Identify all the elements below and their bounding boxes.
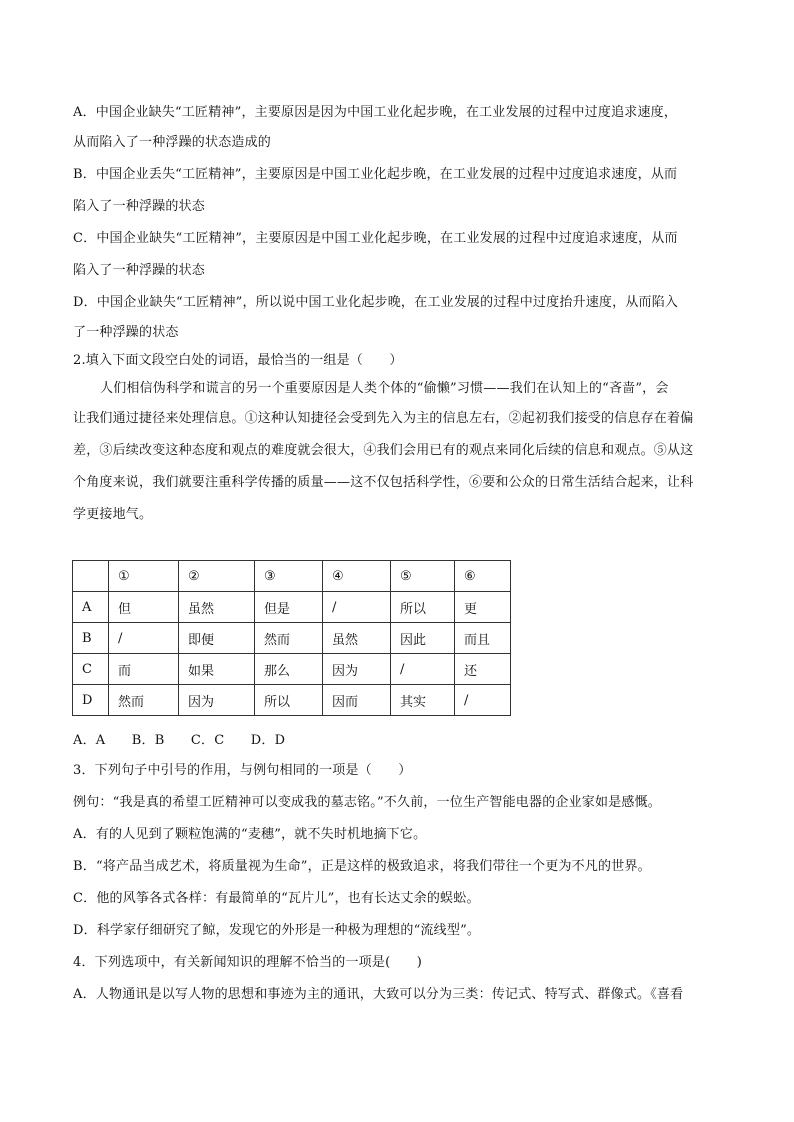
table-cell: 而且 bbox=[455, 623, 511, 654]
q3-option-c: C．他的风筝各式各样：有最简单的“瓦片儿”，也有长达丈余的蜈蚣。 bbox=[73, 891, 480, 906]
q1-option-c-line1: C．中国企业缺失“工匠精神”，主要原因是中国工业化起步晚，在工业发展的过程中过度追求速度，从而 bbox=[73, 231, 678, 246]
table-cell: 那么 bbox=[255, 654, 323, 685]
q2-passage-line2: 让我们通过捷径来处理信息。①这种认知捷径会受到先入为主的信息左右，②起初我们接受的信息存在着偏 bbox=[73, 411, 694, 426]
table-cell: ③ bbox=[255, 561, 323, 592]
table-cell: 而 bbox=[109, 654, 179, 685]
q1-option-d-line2: 了一种浮躁的状态 bbox=[73, 325, 179, 340]
q2-passage-line4: 个角度来说，我们就要注重科学传播的质量——这不仅包括科学性，⑥要和公众的日常生活结合起来，让科 bbox=[73, 475, 694, 490]
table-cell: 因为 bbox=[323, 654, 391, 685]
table-row bbox=[73, 654, 511, 685]
table-cell: 更 bbox=[455, 592, 511, 623]
table-cell: ⑤ bbox=[391, 561, 455, 592]
q2-answer-choices: A．A B．B C．C D．D bbox=[73, 733, 286, 748]
table-cell: / bbox=[323, 592, 391, 623]
table-cell: 然而 bbox=[255, 623, 323, 654]
q2-passage-line1: 人们相信伪科学和谎言的另一个重要原因是人类个体的“偷懒”习惯——我们在认知上的“吝啬”，会 bbox=[100, 381, 669, 396]
q1-option-d-line1: D．中国企业缺失“工匠精神”，所以说中国工业化起步晚，在工业发展的过程中过度抬升速度，从而陷入 bbox=[73, 295, 679, 310]
table-cell: A bbox=[73, 592, 109, 623]
table-cell: 虽然 bbox=[179, 592, 255, 623]
table-cell: 所以 bbox=[391, 592, 455, 623]
q1-option-b-line2: 陷入了一种浮躁的状态 bbox=[73, 199, 206, 214]
q4-option-a: A．人物通讯是以写人物的思想和事迹为主的通讯，大致可以分为三类：传记式、特写式、群像式。《喜看 bbox=[73, 987, 684, 1002]
q3-option-b: B．“将产品当成艺术，将质量视为生命”，正是这样的极致追求，将我们带往一个更为不凡的世界。 bbox=[73, 859, 651, 874]
table-cell: 虽然 bbox=[323, 623, 391, 654]
table-cell: / bbox=[455, 685, 511, 716]
table-cell: ② bbox=[179, 561, 255, 592]
table-cell: ④ bbox=[323, 561, 391, 592]
table-cell: 还 bbox=[455, 654, 511, 685]
table-row bbox=[73, 592, 511, 623]
q1-option-a-line1: A．中国企业缺失“工匠精神”，主要原因是因为中国工业化起步晚，在工业发展的过程中过度追求速度， bbox=[73, 105, 678, 120]
table-cell: 因为 bbox=[179, 685, 255, 716]
q3-option-a: A．有的人见到了颗粒饱满的“麦穗”，就不失时机地摘下它。 bbox=[73, 827, 427, 842]
table-cell: 如果 bbox=[179, 654, 255, 685]
table-cell: / bbox=[391, 654, 455, 685]
table-cell: 其实 bbox=[391, 685, 455, 716]
q3-option-d: D．科学家仔细研究了鲸，发现它的外形是一种极为理想的“流线型”。 bbox=[73, 923, 481, 938]
table-cell: ⑥ bbox=[455, 561, 511, 592]
table-row bbox=[73, 685, 511, 716]
table-cell: 因而 bbox=[323, 685, 391, 716]
table-cell: 然而 bbox=[109, 685, 179, 716]
q1-option-b-line1: B．中国企业丢失“工匠精神”，主要原因是中国工业化起步晚，在工业发展的过程中过度追求速度，从而 bbox=[73, 167, 678, 182]
q1-option-c-line2: 陷入了一种浮躁的状态 bbox=[73, 263, 206, 278]
table-cell: 但是 bbox=[255, 592, 323, 623]
table-cell: 即便 bbox=[179, 623, 255, 654]
table-cell: ① bbox=[109, 561, 179, 592]
table-cell bbox=[73, 561, 109, 592]
table-cell: 但 bbox=[109, 592, 179, 623]
table-row bbox=[73, 623, 511, 654]
table-cell: B bbox=[73, 623, 109, 654]
table-cell: 所以 bbox=[255, 685, 323, 716]
q1-option-a-line2: 从而陷入了一种浮躁的状态造成的 bbox=[73, 135, 272, 150]
q4-stem: 4．下列选项中，有关新闻知识的理解不恰当的一项是( ) bbox=[73, 955, 423, 970]
q2-options-table bbox=[72, 560, 511, 716]
q2-stem: 2.填入下面文段空白处的词语，最恰当的一组是（ ） bbox=[73, 353, 403, 368]
q3-example: 例句：“我是真的希望工匠精神可以变成我的墓志铭。”不久前，一位生产智能电器的企业家如是感慨。 bbox=[73, 795, 661, 810]
q2-passage-line5: 学更接地气。 bbox=[73, 507, 153, 522]
table-cell: C bbox=[73, 654, 109, 685]
q3-stem: 3．下列句子中引号的作用，与例句相同的一项是（ ） bbox=[73, 763, 412, 778]
table-cell: / bbox=[109, 623, 179, 654]
table-cell: 因此 bbox=[391, 623, 455, 654]
table-header-row bbox=[73, 561, 511, 592]
q2-passage-line3: 差，③后续改变这种态度和观点的难度就会很大，④我们会用已有的观点来同化后续的信息和观点。⑤从这 bbox=[73, 443, 694, 458]
table-cell: D bbox=[73, 685, 109, 716]
